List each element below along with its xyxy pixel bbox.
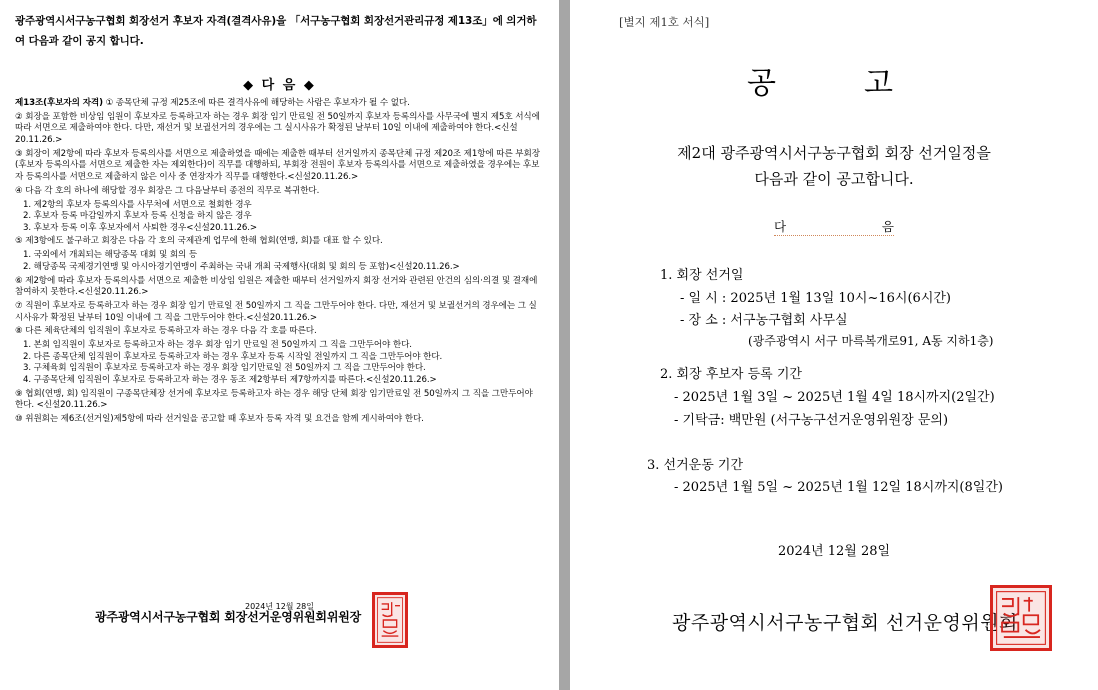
list-item: 1. 국외에서 개최되는 해당종목 대회 및 회의 등 xyxy=(23,250,198,261)
page-gap xyxy=(559,0,570,690)
registration-period-line: - 2025년 1월 3일 ~ 2025년 1월 4일 18시까지(2일간) xyxy=(674,390,995,405)
list-item: 2. 다른 종목단체 임직원이 후보자로 등록하고자 하는 경우 후보자 등록 시작일 전일까지 그 직을 그만두어야 한다. xyxy=(23,351,443,362)
paragraph: ⑥ 제2항에 따라 후보자 등록의사를 서면으로 제출한 비상임 임원은 제출한 때부터 선거일까지 회장 선거와 관련된 안건의 심의·의결 및 결재에 참여하지 못한다.<신설20.11.26.> xyxy=(15,275,538,298)
announcement-lead: 제2대 광주광역시서구농구협회 회장 선거일정을 다음과 같이 공고합니다. xyxy=(677,144,991,188)
document-page-right xyxy=(570,0,1098,690)
section-heading: 1. 회장 선거일 xyxy=(660,268,744,283)
paragraph: ⑧ 다른 체육단체의 임직원이 후보자로 등록하고자 하는 경우 다음 각 호를 따른다. xyxy=(15,326,317,337)
signature-line: 광주광역시서구농구협회 선거운영위원회 xyxy=(672,612,1018,634)
section-heading: ◆ 다 음 ◆ xyxy=(243,78,316,93)
address-line: (광주광역시 서구 마륵복개로91, A동 지하1층) xyxy=(748,334,994,348)
article-title: 제13조(후보자의 자격) xyxy=(15,98,103,108)
paragraph: 제13조(후보자의 자격) ① 종목단체 규정 제25조에 따른 결격사유에 해당하는 사람은 후보자가 될 수 없다. xyxy=(15,98,410,108)
list-item: 3. 후보자 등록 이후 후보자에서 사퇴한 경우<신설20.11.26.> xyxy=(23,222,257,233)
notice-date: 2024년 12월 28일 xyxy=(245,602,314,611)
list-item: 4. 구종목단체 임직원이 후보자로 등록하고자 하는 경우 동조 제2항부터 제7항까지를 따른다.<신설20.11.26.> xyxy=(23,374,437,385)
paragraph: ⑦ 직원이 후보자로 등록하고자 하는 경우 회장 임기 만료일 전 50일까지 그 직을 그만두어야 한다. 다만, 재선거 및 보궐선거의 경우에는 그 실시사유가 확정된 날부터 10일 이내에 그 직을 그만두어야 한다.<신설20.11.26.> xyxy=(15,301,537,323)
list-item: 2. 해당종목 국제경기연맹 및 아시아경기연맹이 주최하는 국내 개최 국제행사(대회 및 회의 등 포함)<신설20.11.26.> xyxy=(23,261,460,272)
election-place-line: - 장 소 : 서구농구협회 사무실 xyxy=(680,313,848,328)
signature-line: 광주광역시서구농구협회 회장선거운영위원회위원장 xyxy=(95,610,361,624)
paragraph: ③ 회장이 제2항에 따라 후보자 등록의사를 서면으로 제출하였을 때에는 제출한 때부터 선거일까지 종목단체 규정 제20조 제1항에 따른 부회장(후보자 등록의사를 서면으로 제출한 자는 제외한다)이 직무를 대행하되, 부회장 전원이 후보자 등록의사를 서면으로 제출하였을 경우에는 후보자 등록의사를 서면으로 제출하지 않은 이사 중 연장자가 직무를 대행한다.<신설20.11.26.> xyxy=(15,148,540,182)
section-heading: 3. 선거운동 기간 xyxy=(647,458,744,473)
paragraph: ⑨ 협회(연맹, 회) 임직원이 구종목단체장 선거에 후보자로 등록하고자 하는 경우 해당 단체 회장 임기만료일 전 50일까지 그 직을 그만두어야 한다. <신설20.11.26.> xyxy=(15,388,533,411)
article-body xyxy=(15,98,543,428)
da-um-heading: 다 음 xyxy=(774,219,894,234)
deposit-line: - 기탁금: 백만원 (서구농구선거운영위원장 문의) xyxy=(674,413,949,428)
list-item: 1. 본회 임직원이 후보자로 등록하고자 하는 경우 회장 임기 만료일 전 50일까지 그 직을 그만두어야 한다. xyxy=(23,340,412,351)
official-seal-stamp xyxy=(372,592,408,648)
section-heading: 2. 회장 후보자 등록 기간 xyxy=(660,367,802,382)
paragraph: ② 회장을 포함한 비상임 임원이 후보자로 등록하고자 하는 경우 회장 임기 만료일 전 50일까지 후보자 등록의사를 사무국에 별지 제5호 서식에 따라 서면으로 제출하여야 한다. 다만, 재선거 및 보궐선거의 경우에는 그 실시사유가 확정된 날부터 10일 이내에 제출하여야 한다.<신설20.11.26.> xyxy=(15,111,540,145)
paragraph: ⑩ 위원회는 제6조(선거일)제5항에 따라 선거일을 공고할 때 후보자 등록 자격 및 요건을 함께 게시하여야 한다. xyxy=(15,414,424,425)
paragraph: ④ 다음 각 호의 하나에 해당할 경우 회장은 그 다음날부터 종전의 직무로 복귀한다. xyxy=(15,185,320,196)
page-title: 공고 xyxy=(747,66,981,101)
form-label: [별지 제1호 서식] xyxy=(619,15,710,29)
intro-text: 광주광역시서구농구협회 회장선거 후보자 자격(결격사유)을 「서구농구협회 회장선거관리규정 제13조」에 의거하여 다음과 같이 공지 합니다. xyxy=(15,15,537,47)
paragraph: ⑤ 제3항에도 불구하고 회장은 다음 각 호의 국제관계 업무에 한해 협회(연맹, 회)를 대표 할 수 있다. xyxy=(15,236,383,247)
official-seal-stamp xyxy=(990,585,1052,651)
notice-date: 2024년 12월 28일 xyxy=(777,544,891,559)
list-item: 1. 제2항의 후보자 등록의사를 사무처에 서면으로 철회한 경우 xyxy=(23,199,252,210)
election-date-line: - 일 시 : 2025년 1월 13일 10시~16시(6시간) xyxy=(680,291,952,306)
list-item: 3. 구체육회 임직원이 후보자로 등록하고자 하는 경우 회장 임기만료일 전 50일까지 그 직을 그만두어야 한다. xyxy=(23,363,426,374)
campaign-period-line: - 2025년 1월 5일 ~ 2025년 1월 12일 18시까지(8일간) xyxy=(674,480,1003,495)
list-item: 2. 후보자 등록 마감일까지 후보자 등록 신청을 하지 않은 경우 xyxy=(23,211,252,222)
